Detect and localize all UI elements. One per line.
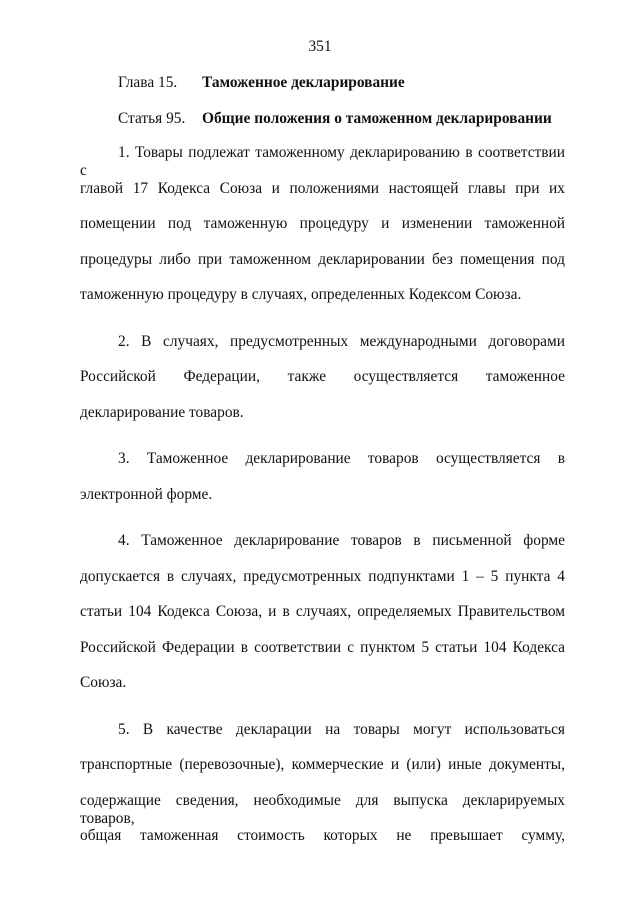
paragraph-line: 5. В качестве декларации на товары могут использоваться xyxy=(118,720,565,738)
paragraph-line: транспортные (перевозочные), коммерческие и (или) иные документы, xyxy=(80,756,565,773)
chapter-heading xyxy=(118,74,405,92)
article-heading xyxy=(118,110,552,128)
paragraph-line: таможенную процедуру в случаях, определенных Кодексом Союза. xyxy=(80,286,522,303)
paragraph-line: электронной форме. xyxy=(80,485,213,503)
article-label: Статья 95. xyxy=(118,110,186,127)
paragraph-line: содержащие сведения, необходимые для выпуска декларируемых товаров, xyxy=(80,791,565,827)
paragraph-line: 2. В случаях, предусмотренных международными договорами xyxy=(118,332,565,350)
paragraph-line: главой 17 Кодекса Союза и положениями настоящей главы при их xyxy=(80,179,565,197)
paragraph-2 xyxy=(80,333,565,440)
paragraph-line: Российской Федерации в соответствии с пунктом 5 статьи 104 Кодекса xyxy=(80,638,565,656)
article-title: Общие положения о таможенном декларировании xyxy=(202,110,552,127)
paragraph-line: процедуры либо при таможенном декларировании без помещения под xyxy=(80,250,565,268)
paragraph-line: допускается в случаях, предусмотренных подпунктами 1 – 5 пункта 4 xyxy=(80,567,565,585)
page-number: 351 xyxy=(308,38,332,55)
chapter-label: Глава 15. xyxy=(118,74,178,91)
paragraph-4 xyxy=(80,532,565,710)
paragraph-5 xyxy=(80,721,565,863)
paragraph-line: 3. Таможенное декларирование товаров осуществляется в xyxy=(118,450,565,467)
paragraph-3 xyxy=(80,450,565,521)
paragraph-line: декларирование товаров. xyxy=(80,403,244,421)
paragraph-line: статьи 104 Кодекса Союза, и в случаях, определяемых Правительством xyxy=(80,603,565,620)
chapter-title: Таможенное декларирование xyxy=(202,74,405,91)
paragraph-line: Союза. xyxy=(80,674,127,691)
paragraph-line: общая таможенная стоимость которых не превышает сумму, xyxy=(80,827,565,844)
paragraph-line: помещении под таможенную процедуру и изменении таможенной xyxy=(80,215,565,232)
article-body xyxy=(80,144,565,874)
paragraph-line: 4. Таможенное декларирование товаров в письменной форме xyxy=(118,532,565,549)
paragraph-line: Российской Федерации, также осуществляется таможенное xyxy=(80,368,565,385)
paragraph-1 xyxy=(80,144,565,322)
paragraph-line: 1. Товары подлежат таможенному декларированию в соответствии с xyxy=(80,144,565,179)
